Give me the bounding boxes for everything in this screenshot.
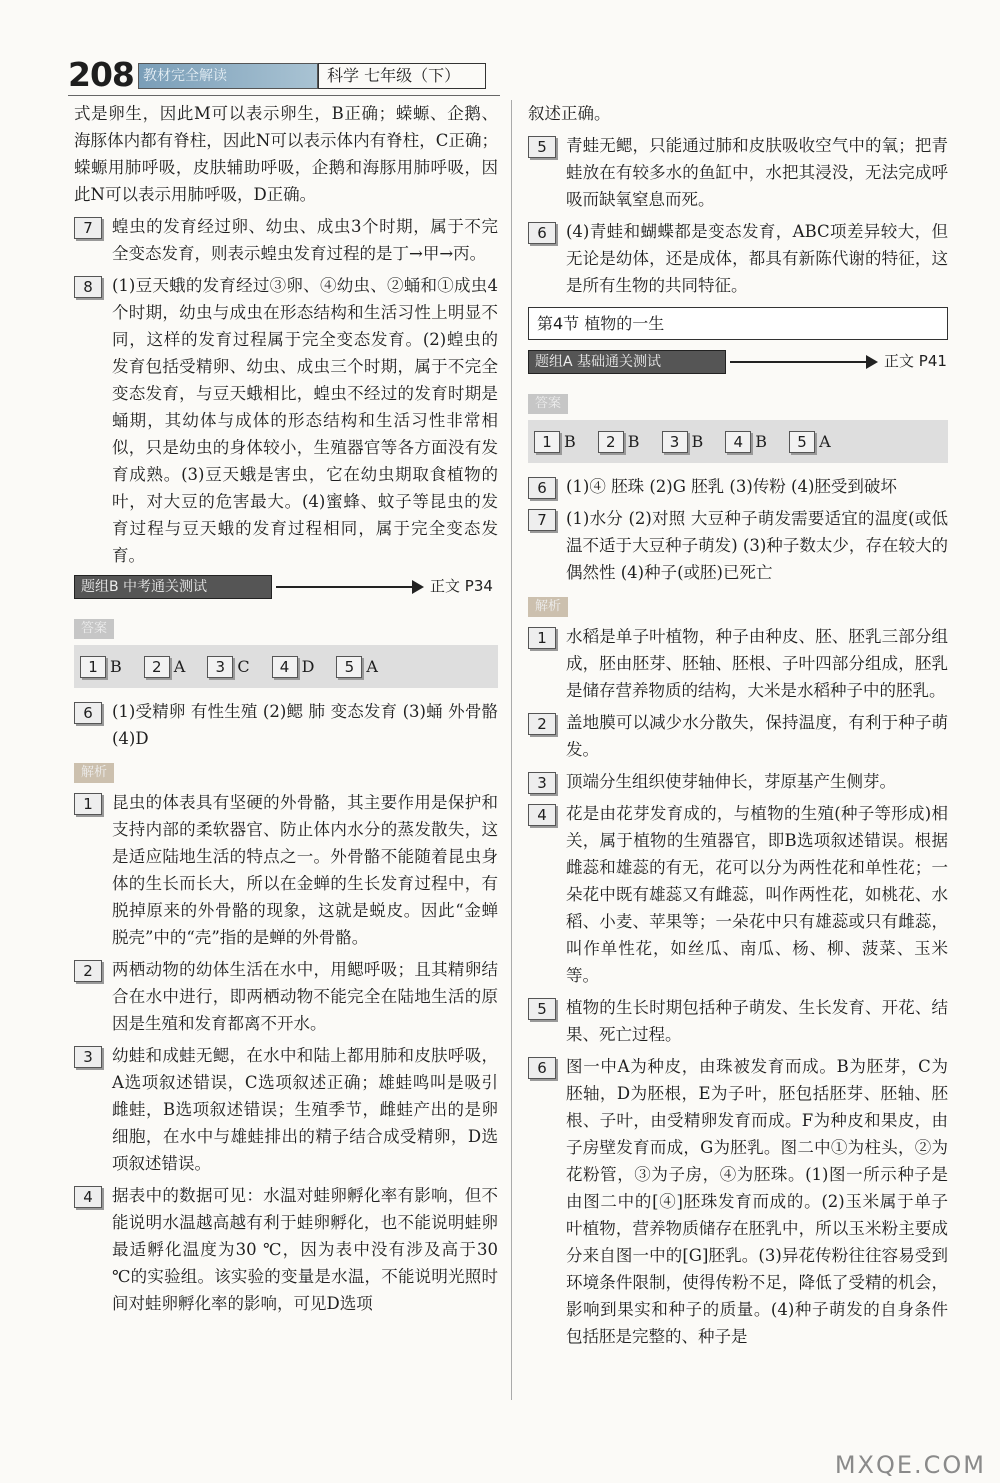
list-item: 6 (1)④ 胚珠 (2)G 胚乳 (3)传粉 (4)胚受到破坏 [528, 473, 948, 500]
section-title: 第4节 植物的一生 [528, 307, 948, 340]
page-header [68, 55, 588, 95]
item-number: 4 [528, 804, 556, 826]
item-number: 6 [74, 702, 102, 724]
item-number: 2 [74, 960, 102, 982]
list-item: 4 花是由花芽发育成的，与植物的生殖(种子等形成)相关，属于植物的生殖器官，即B选项叙述错误。根据雌蕊和雄蕊的有无，花可以分为两性花和单性花；一朵花中既有雄蕊又有雌蕊，叫作两性花，如桃花、水稻、小麦、苹果等；一朵花中只有雄蕊或只有雌蕊，叫作单性花，如丝瓜、南瓜、杨、柳、菠菜、玉米等。 [528, 800, 948, 989]
list-item: 6 (4)青蛙和蝴蝶都是变态发育，ABC项差异较大，但无论是幼体，还是成体，都具有新陈代谢的特征，这是所有生物的共同特征。 [528, 218, 948, 299]
mc-answer: 1 B [80, 653, 122, 680]
left-column [74, 100, 498, 1322]
item-number: 8 [74, 276, 102, 298]
brand-logo: 教材完全解读 [138, 63, 318, 89]
list-item: 1 水稻是单子叶植物，种子由种皮、胚、胚乳三部分组成，胚由胚芽、胚轴、胚根、子叶四部分组成，胚乳是储存营养物质的结构，大米是水稻种子中的胚乳。 [528, 623, 948, 704]
arrow-icon [276, 586, 414, 588]
item-number: 3 [528, 772, 556, 794]
mc-answer: 4 B [725, 428, 767, 455]
item-number: 6 [528, 222, 556, 244]
page-ref: 正文 P34 [430, 577, 493, 595]
item-number: 1 [74, 793, 102, 815]
mc-answer: 3 C [207, 653, 249, 680]
banner-label: 题组A 基础通关测试 [528, 350, 726, 374]
paragraph: 式是卵生，因此M可以表示卵生，B正确；蝾螈、企鹅、海豚体内都有脊柱，因此N可以表示体内有脊柱，C正确；蝾螈用肺呼吸，皮肤辅助呼吸，企鹅和海豚用肺呼吸，因此N可以表示用肺呼吸，D正确。 [74, 104, 498, 204]
list-item: 3 幼蛙和成蛙无鳃，在水中和陆上都用肺和皮肤呼吸，A选项叙述错误，C选项叙述正确；雄蛙鸣叫是吸引雌蛙，B选项叙述错误；生殖季节，雌蛙产出的是卵细胞，在水中与雄蛙排出的精子结合成受精卵，D选项叙述错误。 [74, 1042, 498, 1177]
page-ref: 正文 P41 [884, 352, 947, 370]
list-item: 6 图一中A为种皮，由珠被发育而成。B为胚芽，C为胚轴，D为胚根，E为子叶，胚包括胚芽、胚轴、胚根、子叶，由受精卵发育而成。F为种皮和果皮，由子房壁发育而成，G为胚乳。图二中①为柱头，②为花粉管，③为子房，④为胚珠。(1)图一所示种子是由图二中的[④]胚珠发育而成的。(2)玉米属于单子叶植物，营养物质储存在胚乳中，所以玉米粉主要成分来自图一中的[G]胚乳。(3)异花传粉往往容易受到环境条件限制，使得传粉不足，降低了受精的机会，影响到果实和种子的质量。(4)种子萌发的自身条件包括胚是完整的、种子是 [528, 1053, 948, 1350]
item-number: 3 [74, 1046, 102, 1068]
arrowhead-icon [866, 355, 878, 369]
item-number: 7 [528, 509, 556, 531]
banner-label: 题组B 中考通关测试 [74, 575, 272, 599]
column-divider [511, 100, 512, 1400]
header-rule [68, 95, 500, 96]
list-item: 8 (1)豆天蛾的发育经过③卵、④幼虫、②蛹和①成虫4个时期，幼虫与成虫在形态结构和生活习性上明显不同，这样的发育过程属于完全变态发育。(2)蝗虫的发育包括受精卵、幼虫、成虫三个时期，属于不完全变态发育，与豆天蛾相比，蝗虫不经过的发育时期是蛹期，其幼体与成体的形态结构和生活习性非常相似，只是幼虫的身体较小，生殖器官等各方面没有发育成熟。(3)豆天蛾是害虫，它在幼虫期取食植物的叶，对大豆的危害最大。(4)蜜蜂、蚊子等昆虫的发育过程与豆天蛾的发育过程相同，属于完全变态发育。 [74, 272, 498, 569]
watermark: MXQE.COM [834, 1451, 986, 1479]
arrow-icon [730, 361, 868, 363]
list-item: 7 (1)水分 (2)对照 大豆种子萌发需要适宜的温度(或低温不适于大豆种子萌发) (3)种子数太少，存在较大的偶然性 (4)种子(或胚)已死亡 [528, 505, 948, 586]
mc-answer: 1 B [534, 428, 576, 455]
arrowhead-icon [412, 580, 424, 594]
mc-answer: 2 A [144, 653, 186, 680]
list-item: 2 盖地膜可以减少水分散失，保持温度，有利于种子萌发。 [528, 709, 948, 763]
section-banner [528, 350, 948, 380]
list-item: 5 青蛙无鳃，只能通过肺和皮肤吸收空气中的氧；把青蛙放在有较多水的鱼缸中，水把其浸没，无法完成呼吸而缺氧窒息而死。 [528, 132, 948, 213]
mc-answer: 3 B [662, 428, 704, 455]
list-item: 7 蝗虫的发育经过卵、幼虫、成虫3个时期，属于不完全变态发育，则表示蝗虫发育过程的是丁→甲→丙。 [74, 213, 498, 267]
mc-answer: 5 A [789, 428, 831, 455]
list-item: 5 植物的生长时期包括种子萌发、生长发育、开花、结果、死亡过程。 [528, 994, 948, 1048]
list-item: 3 顶端分生组织使芽轴伸长，芽原基产生侧芽。 [528, 768, 948, 795]
mc-answer: 5 A [336, 653, 378, 680]
analysis-tag: 解析 [74, 763, 114, 783]
answer-tag: 答案 [528, 394, 568, 414]
item-number: 6 [528, 1057, 556, 1079]
section-banner [74, 575, 498, 605]
item-number: 7 [74, 217, 102, 239]
item-number: 5 [528, 136, 556, 158]
list-item: 4 据表中的数据可见：水温对蛙卵孵化率有影响，但不能说明水温越高越有利于蛙卵孵化，也不能说明蛙卵最适孵化温度为30 ℃，因为表中没有涉及高于30 ℃的实验组。该实验的变量是水温，不能说明光照时间对蛙卵孵化率的影响，可见D选项 [74, 1182, 498, 1317]
subject-label: 科学 七年级（下） [318, 63, 486, 89]
item-number: 2 [528, 713, 556, 735]
list-item: 1 昆虫的体表具有坚硬的外骨骼，其主要作用是保护和支持内部的柔软器官、防止体内水分的蒸发散失，这是适应陆地生活的特点之一。外骨骼不能随着昆虫身体的生长而长大，所以在金蝉的生长发育过程中，有脱掉原来的外骨骼的现象，这就是蜕皮。因此“金蝉脱壳”中的“壳”指的是蝉的外骨骼。 [74, 789, 498, 951]
answer-tag: 答案 [74, 619, 114, 639]
page-number: 208 [68, 55, 134, 94]
mc-answers [74, 645, 498, 688]
item-number: 6 [528, 477, 556, 499]
item-number: 5 [528, 998, 556, 1020]
item-number: 1 [528, 627, 556, 649]
right-column [528, 100, 948, 1355]
mc-answer: 4 D [272, 653, 315, 680]
analysis-tag: 解析 [528, 597, 568, 617]
mc-answer: 2 B [598, 428, 640, 455]
list-item: 2 两栖动物的幼体生活在水中，用鳃呼吸；且其精卵结合在水中进行，即两栖动物不能完全在陆地生活的原因是生殖和发育都离不开水。 [74, 956, 498, 1037]
list-item: 6 (1)受精卵 有性生殖 (2)鳃 肺 变态发育 (3)蛹 外骨骼 (4)D [74, 698, 498, 752]
mc-answers [528, 420, 948, 463]
item-number: 4 [74, 1186, 102, 1208]
paragraph: 叙述正确。 [528, 104, 611, 123]
